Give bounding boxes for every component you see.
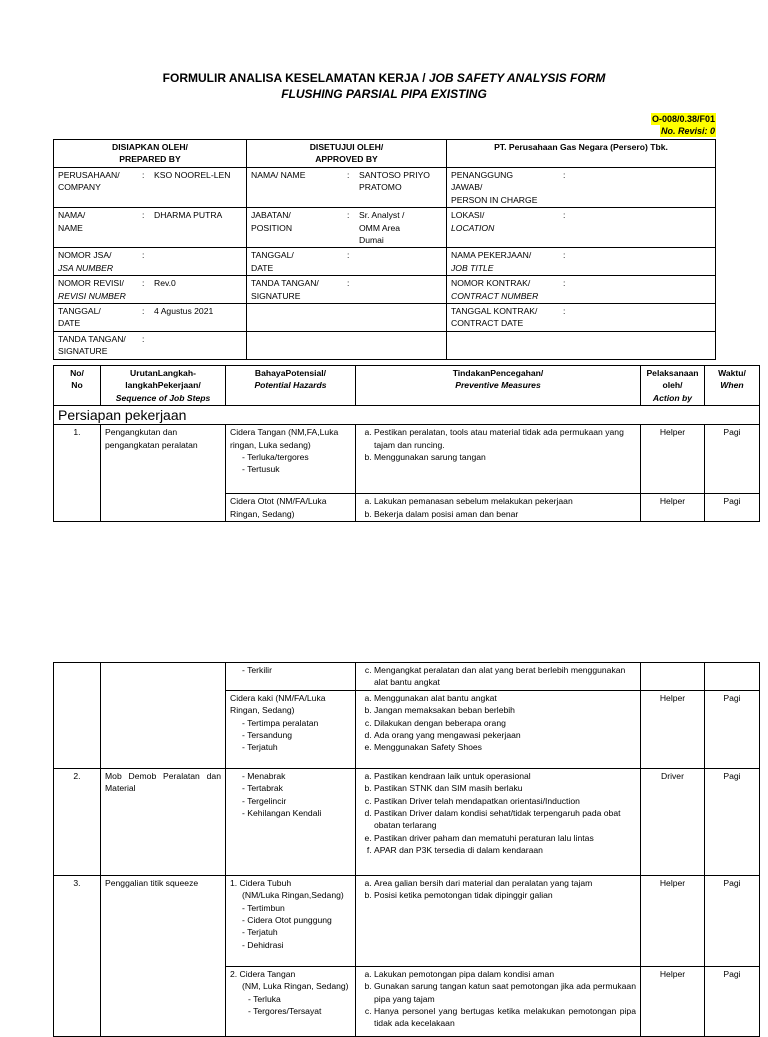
preparer-name-field: NAMA/ NAME : DHARMA PUTRA: [54, 208, 247, 248]
col-when: Waktu/ When: [705, 366, 760, 406]
when: Pagi: [705, 875, 760, 966]
job-step: Mob Demob Peralatan dan Material: [101, 768, 226, 875]
action-by: Driver: [641, 768, 705, 875]
when: Pagi: [705, 966, 760, 1036]
when: Pagi: [705, 494, 760, 522]
pic-field: PENANGGUNG JAWAB/ PERSON IN CHARGE :: [447, 168, 716, 208]
row-number: [54, 663, 101, 769]
measure-cell: a. Lakukan pemanasan sebelum melakukan pekerjaan b. Bekerja dalam posisi aman dan benar: [356, 494, 641, 522]
company-field: PERUSAHAAN/ COMPANY : KSO NOOREL-LEN: [54, 168, 247, 208]
col-measures: TindakanPencegahan/ Preventive Measures: [356, 366, 641, 406]
job-step: Penggalian titik squeeze: [101, 875, 226, 1036]
row-number: 1.: [54, 425, 101, 522]
job-step: Pengangkutan dan pengangkatan peralatan: [101, 425, 226, 522]
location-field: LOKASI/ LOCATION :: [447, 208, 716, 248]
header-table: [53, 139, 716, 360]
hazard-cell: Cidera Tangan (NM,FA,Luka ringan, Luka sedang) - Terluka/tergores - Tertusuk: [226, 425, 356, 494]
jsa-number-field: NOMOR JSA/ JSA NUMBER :: [54, 248, 247, 276]
approved-by-header: DISETUJUI OLEH/ APPROVED BY: [247, 140, 447, 168]
title-line1-english: JOB SAFETY ANALYSIS FORM: [428, 71, 606, 85]
when: Pagi: [705, 425, 760, 494]
document-number: [651, 113, 716, 137]
prepared-by-header: DISIAPKAN OLEH/ PREPARED BY: [54, 140, 247, 168]
hazard-cell: 2. Cidera Tangan (NM, Luka Ringan, Sedang) - Terluka - Tergores/Tersayat: [226, 966, 356, 1036]
col-sequence: UrutanLangkah- langkahPekerjaan/ Sequence of Job Steps: [101, 366, 226, 406]
jsa-table-page1: [53, 365, 760, 522]
section-title: Persiapan pekerjaan: [54, 406, 760, 425]
job-step: [101, 663, 226, 769]
approver-position-field: JABATAN/ POSITION : Sr. Analyst / OMM Area Dumai: [247, 208, 447, 248]
measure-cell: a. Menggunakan alat bantu angkat b. Jangan memaksakan beban berlebih c. Dilakukan dengan beberapa orang d. Ada orang yang mengawasi pekerjaan e. Menggunakan Safety Shoes: [356, 690, 641, 768]
action-by: Helper: [641, 494, 705, 522]
empty-cell: [247, 331, 447, 359]
when: Pagi: [705, 690, 760, 768]
form-title: [0, 70, 768, 102]
doc-no: O-008/0.38/F01: [651, 114, 715, 124]
jsa-table-page2: [53, 662, 760, 1037]
when: Pagi: [705, 768, 760, 875]
when: [705, 663, 760, 691]
measure-cell: a. Pastikan kendraan laik untuk operasional b. Pastikan STNK dan SIM masih berlaku c. Pastikan Driver telah mendapatkan orientasi/Induction d. Pastikan Driver dalam kondisi sehat/tidak terpengaruh pada obat obatan terlarang e. Pastikan driver paham dan mematuhi peraturan lalu lintas f. APAR dan P3K tersedia di dalam kendaraan: [356, 768, 641, 875]
signature-field: TANDA TANGAN/ SIGNATURE :: [54, 331, 247, 359]
action-by: Helper: [641, 966, 705, 1036]
hazard-cell: 1. Cidera Tubuh (NM/Luka Ringan,Sedang) - Tertimbun - Cidera Otot punggung - Terjatuh - Dehidrasi: [226, 875, 356, 966]
col-no: No/ No: [54, 366, 101, 406]
company-header: PT. Perusahaan Gas Negara (Persero) Tbk.: [447, 140, 716, 168]
hazard-cell: Cidera kaki (NM/FA/Luka Ringan, Sedang) - Tertimpa peralatan - Tersandung - Terjatuh: [226, 690, 356, 768]
approver-signature-field: TANDA TANGAN/ SIGNATURE :: [247, 276, 447, 304]
empty-cell: [447, 331, 716, 359]
action-by: [641, 663, 705, 691]
row-number: 3.: [54, 875, 101, 1036]
row-number: 2.: [54, 768, 101, 875]
revision-number-field: NOMOR REVISI/ REVISI NUMBER : Rev.0: [54, 276, 247, 304]
col-action-by: Pelaksanaan oleh/ Action by: [641, 366, 705, 406]
empty-cell: [247, 304, 447, 332]
action-by: Helper: [641, 425, 705, 494]
job-title-field: NAMA PEKERJAAN/ JOB TITLE :: [447, 248, 716, 276]
title-line2: FLUSHING PARSIAL PIPA EXISTING: [281, 87, 487, 101]
title-line1: FORMULIR ANALISA KESELAMATAN KERJA /: [162, 71, 429, 85]
measure-cell: a. Area galian bersih dari material dan peralatan yang tajam b. Posisi ketika pemotongan tidak dipinggir galian: [356, 875, 641, 966]
measure-cell: a. Lakukan pemotongan pipa dalam kondisi aman b. Gunakan sarung tangan katun saat pemotongan jika ada permukaan pipa yang tajam c. Hanya personel yang bertugas ketika melakukan pemotongan pipa tidak ada kecelakaan: [356, 966, 641, 1036]
measure-cell: a. Pestikan peralatan, tools atau material tidak ada permukaan yang tajam dan runcing. b. Menggunakan sarung tangan: [356, 425, 641, 494]
approver-name-field: NAMA/ NAME : SANTOSO PRIYO PRATOMO: [247, 168, 447, 208]
approver-date-field: TANGGAL/ DATE :: [247, 248, 447, 276]
revision-no: No. Revisi: 0: [660, 126, 715, 136]
hazard-cell: - Terkilir: [226, 663, 356, 691]
date-field: TANGGAL/ DATE : 4 Agustus 2021: [54, 304, 247, 332]
action-by: Helper: [641, 690, 705, 768]
action-by: Helper: [641, 875, 705, 966]
contract-date-field: TANGGAL KONTRAK/ CONTRACT DATE :: [447, 304, 716, 332]
hazard-cell: - Menabrak - Tertabrak - Tergelincir - Kehilangan Kendali: [226, 768, 356, 875]
hazard-cell: Cidera Otot (NM/FA/Luka Ringan, Sedang): [226, 494, 356, 522]
col-hazards: BahayaPotensial/ Potential Hazards: [226, 366, 356, 406]
measure-cell: c. Mengangkat peralatan dan alat yang berat berlebih menggunakan alat bantu angkat: [356, 663, 641, 691]
contract-number-field: NOMOR KONTRAK/ CONTRACT NUMBER :: [447, 276, 716, 304]
